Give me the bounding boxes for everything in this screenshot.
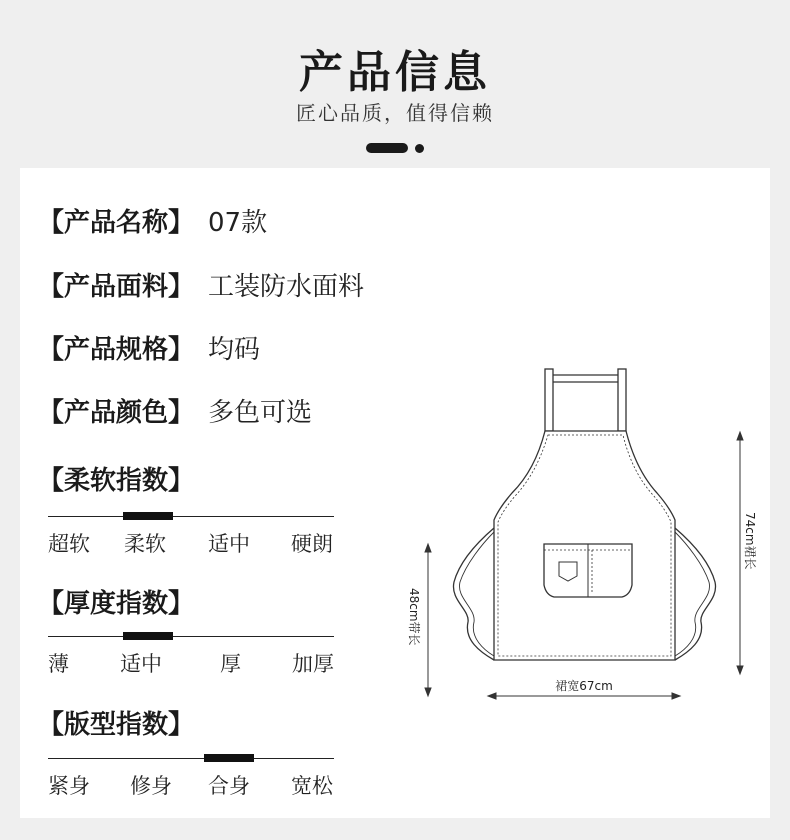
scale-line	[48, 636, 334, 637]
info-label: 【产品规格】	[38, 334, 195, 365]
scale-option: 硬朗	[291, 532, 333, 556]
info-value: 均码	[208, 334, 261, 365]
page-title: 产品信息	[299, 47, 491, 98]
apron-diagram	[400, 360, 770, 710]
info-row-size	[38, 327, 260, 367]
scale-selected-marker	[123, 512, 173, 520]
apron-length-label: 74cm裙长	[743, 512, 757, 570]
fit-index-title: 【版型指数】	[38, 710, 195, 740]
scale-option: 厚	[220, 652, 241, 676]
scale-line	[48, 758, 334, 759]
info-label: 【产品颜色】	[38, 397, 195, 428]
scale-option: 薄	[48, 652, 69, 676]
scale-option: 宽松	[291, 774, 333, 798]
thickness-scale	[48, 636, 334, 676]
scale-option: 合身	[208, 774, 250, 798]
scale-option: 超软	[48, 532, 90, 556]
softness-scale	[48, 516, 334, 556]
info-value: 07款	[208, 207, 268, 238]
scale-selected-marker	[123, 632, 173, 640]
info-label: 【产品名称】	[38, 207, 195, 238]
scale-option: 适中	[208, 532, 250, 556]
thickness-index-title: 【厚度指数】	[38, 589, 195, 619]
apron-width-label: 裙宽67cm	[555, 679, 613, 693]
softness-index-title: 【柔软指数】	[38, 466, 195, 496]
strap-length-label: 48cm带长	[407, 588, 421, 646]
scale-option: 适中	[120, 652, 162, 676]
page-subtitle: 匠心品质，值得信赖	[296, 101, 494, 125]
info-row-color	[38, 390, 312, 430]
scale-option: 柔软	[124, 532, 166, 556]
scale-selected-marker	[204, 754, 254, 762]
scale-option: 紧身	[48, 774, 90, 798]
info-value: 多色可选	[208, 397, 313, 428]
info-row-name	[38, 200, 267, 240]
fit-scale	[48, 758, 334, 798]
scale-option: 加厚	[292, 652, 334, 676]
scale-line	[48, 516, 334, 517]
scale-option: 修身	[130, 774, 172, 798]
info-row-fabric	[38, 264, 364, 304]
header	[0, 0, 790, 168]
decorative-dot	[415, 144, 424, 153]
decorative-pill	[366, 143, 408, 153]
info-label: 【产品面料】	[38, 271, 195, 302]
apron-outline	[453, 369, 715, 660]
info-value: 工装防水面料	[208, 271, 365, 302]
